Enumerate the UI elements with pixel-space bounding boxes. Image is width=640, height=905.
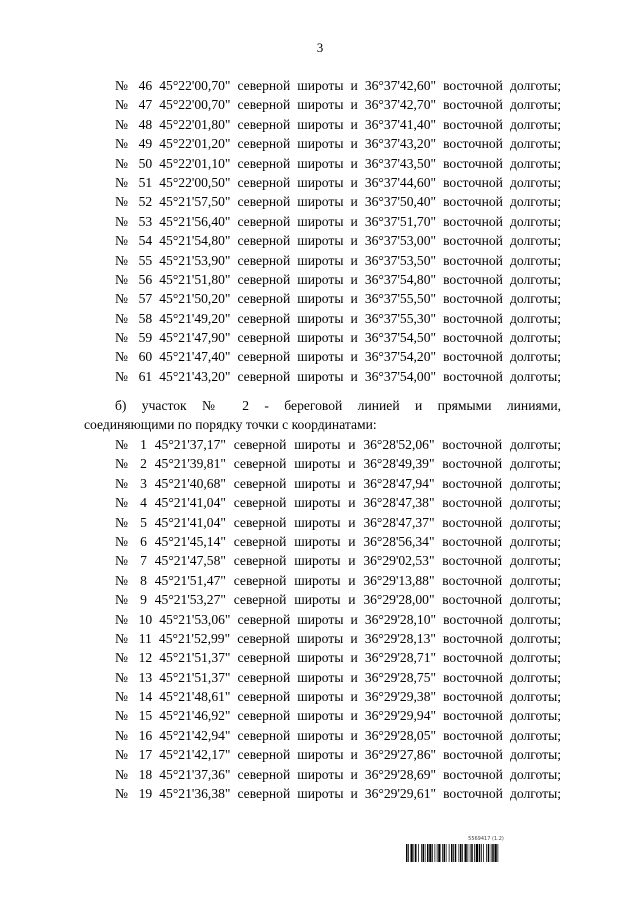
coordinate-line: № 10 45°21'53,06" северной широты и 36°29'28,10" восточной долготы; <box>115 611 561 627</box>
coordinate-line: № 12 45°21'51,37" северной широты и 36°29'28,71" восточной долготы; <box>115 650 561 666</box>
coordinate-line: № 3 45°21'40,68" северной широты и 36°28'47,94" восточной долготы; <box>115 475 561 491</box>
coordinate-line: № 54 45°21'54,80" северной широты и 36°37'53,00" восточной долготы; <box>115 233 561 249</box>
section-b-line-2: соединяющими по порядку точки с координатами: <box>84 417 377 433</box>
coordinate-line: № 15 45°21'46,92" северной широты и 36°29'29,94" восточной долготы; <box>115 708 561 724</box>
coordinate-line: № 13 45°21'51,37" северной широты и 36°29'28,75" восточной долготы; <box>115 669 561 685</box>
coordinate-line: № 55 45°21'53,90" северной широты и 36°37'53,50" восточной долготы; <box>115 252 561 268</box>
coordinate-line: № 8 45°21'51,47" северной широты и 36°29'13,88" восточной долготы; <box>115 572 561 588</box>
coordinate-line: № 59 45°21'47,90" северной широты и 36°37'54,50" восточной долготы; <box>115 330 561 346</box>
coordinate-line: № 4 45°21'41,04" северной широты и 36°28'47,38" восточной долготы; <box>115 495 561 511</box>
coordinate-line: № 46 45°22'00,70" северной широты и 36°37'42,60" восточной долготы; <box>115 78 561 93</box>
page-number: 3 <box>316 40 324 55</box>
coordinate-line: № 17 45°21'42,17" северной широты и 36°29'27,86" восточной долготы; <box>115 747 561 763</box>
coordinate-line: № 57 45°21'50,20" северной широты и 36°37'55,50" восточной долготы; <box>115 291 561 307</box>
coordinate-line: № 50 45°22'01,10" северной широты и 36°37'43,50" восточной долготы; <box>115 155 561 171</box>
coordinate-line: № 6 45°21'45,14" северной широты и 36°28'56,34" восточной долготы; <box>115 533 561 549</box>
coordinate-line: № 19 45°21'36,38" северной широты и 36°29'29,61" восточной долготы; <box>115 786 561 802</box>
coordinate-line: № 61 45°21'43,20" северной широты и 36°37'54,00" восточной долготы; <box>115 368 561 384</box>
coordinates-list-section-a <box>115 76 561 386</box>
coordinate-line: № 58 45°21'49,20" северной широты и 36°37'55,30" восточной долготы; <box>115 310 561 326</box>
document-barcode <box>406 836 562 862</box>
barcode-graphic <box>406 844 562 862</box>
coordinate-line: № 16 45°21'42,94" северной широты и 36°29'28,05" восточной долготы; <box>115 727 561 743</box>
coordinate-line: № 11 45°21'52,99" северной широты и 36°29'28,13" восточной долготы; <box>115 630 561 646</box>
coordinate-line: № 18 45°21'37,36" северной широты и 36°29'28,69" восточной долготы; <box>115 766 561 782</box>
coordinate-line: № 60 45°21'47,40" северной широты и 36°37'54,20" восточной долготы; <box>115 349 561 365</box>
coordinate-line: № 56 45°21'51,80" северной широты и 36°37'54,80" восточной долготы; <box>115 271 561 287</box>
coordinate-line: № 48 45°22'01,80" северной широты и 36°37'41,40" восточной долготы; <box>115 116 561 132</box>
coordinate-line: № 9 45°21'53,27" северной широты и 36°29'28,00" восточной долготы; <box>115 592 561 608</box>
section-b-line-1: б) участок № 2 - береговой линией и прямыми линиями, <box>115 398 561 413</box>
coordinate-line: № 53 45°21'56,40" северной широты и 36°37'51,70" восточной долготы; <box>115 213 561 229</box>
coordinate-line: № 51 45°22'00,50" северной широты и 36°37'44,60" восточной долготы; <box>115 174 561 190</box>
barcode-caption: 5569417 (1.2) <box>468 836 504 842</box>
coordinate-line: № 52 45°21'57,50" северной широты и 36°37'50,40" восточной долготы; <box>115 194 561 210</box>
coordinate-line: № 7 45°21'47,58" северной широты и 36°29'02,53" восточной долготы; <box>115 553 561 569</box>
coordinates-list-section-b <box>115 435 561 803</box>
coordinate-line: № 14 45°21'48,61" северной широты и 36°29'29,38" восточной долготы; <box>115 689 561 705</box>
coordinate-line: № 5 45°21'41,04" северной широты и 36°28'47,37" восточной долготы; <box>115 514 561 530</box>
coordinate-line: № 1 45°21'37,17" северной широты и 36°28'52,06" восточной долготы; <box>115 437 561 452</box>
section-b-paragraph <box>84 396 561 435</box>
coordinate-line: № 2 45°21'39,81" северной широты и 36°28'49,39" восточной долготы; <box>115 456 561 472</box>
coordinate-line: № 49 45°22'01,20" северной широты и 36°37'43,20" восточной долготы; <box>115 136 561 152</box>
coordinate-line: № 47 45°22'00,70" северной широты и 36°37'42,70" восточной долготы; <box>115 97 561 113</box>
